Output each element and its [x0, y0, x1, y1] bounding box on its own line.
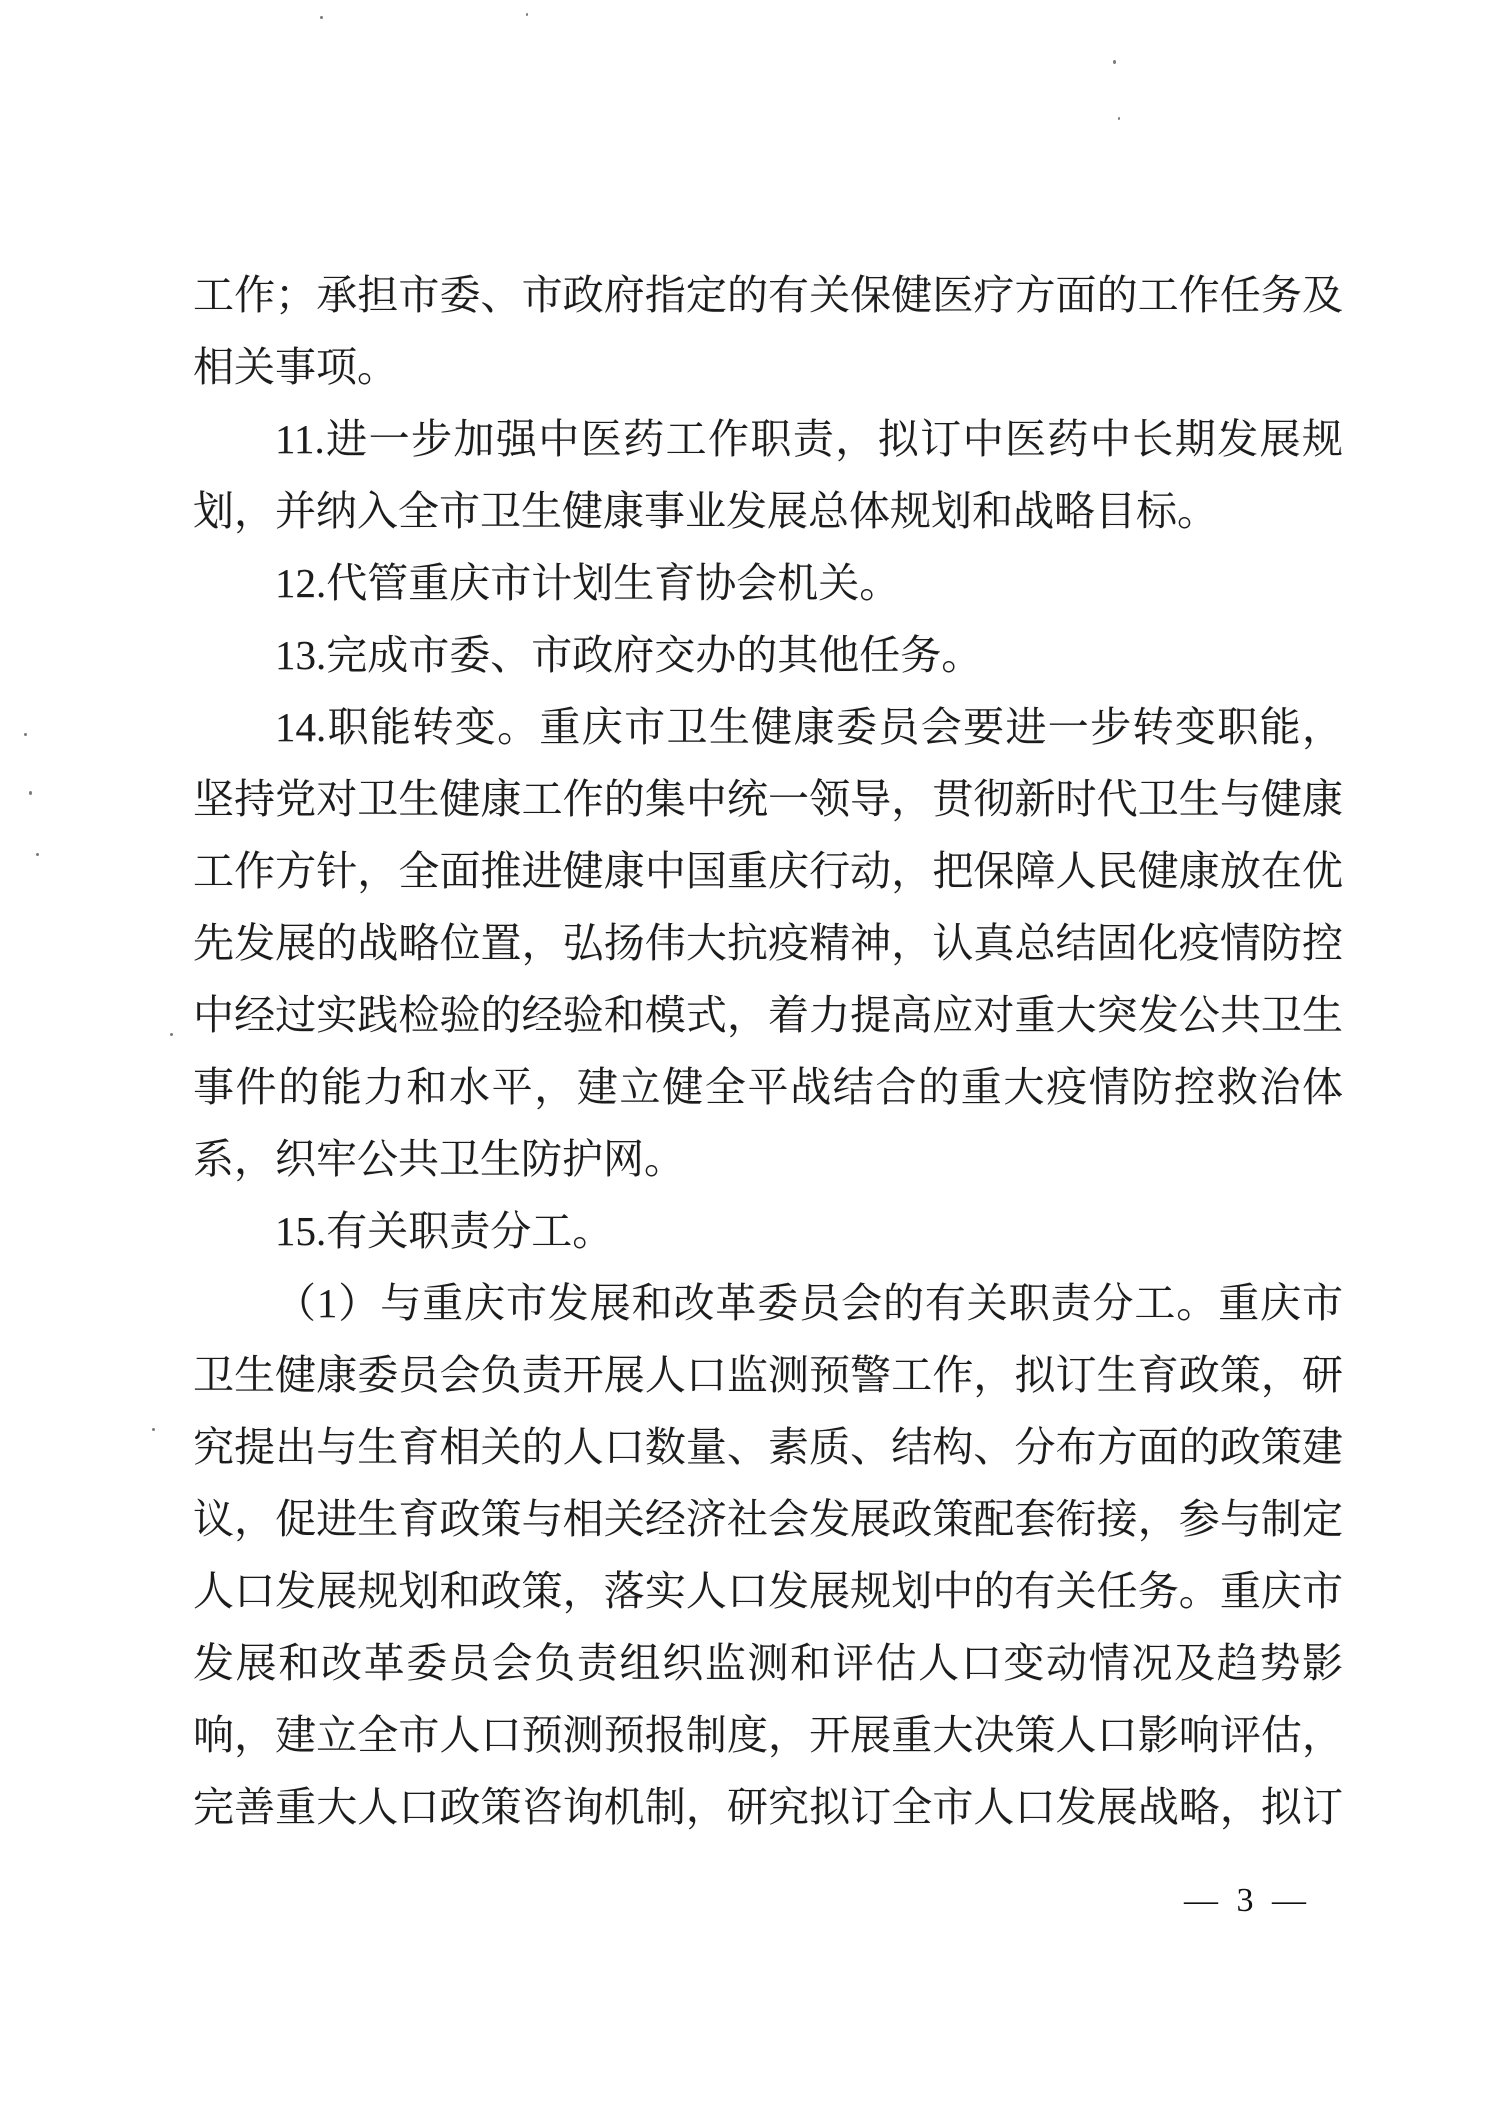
document-body: [193, 259, 1343, 1843]
text-line: 完善重大人口政策咨询机制，研究拟订全市人口发展战略，拟订: [193, 1784, 1343, 1830]
scan-speck: [1113, 60, 1116, 64]
text-line: 事件的能力和水平，建立健全平战结合的重大疫情防控救治体: [193, 1064, 1343, 1110]
text-line: 人口发展规划和政策，落实人口发展规划中的有关任务。重庆市: [193, 1568, 1343, 1614]
text-line: 议，促进生育政策与相关经济社会发展政策配套衔接，参与制定: [193, 1496, 1343, 1542]
text-line: （1）与重庆市发展和改革委员会的有关职责分工。重庆市: [275, 1280, 1343, 1326]
scan-speck: [152, 1428, 155, 1431]
text-line: 11.进一步加强中医药工作职责，拟订中医药中长期发展规: [275, 416, 1343, 462]
text-line: 卫生健康委员会负责开展人口监测预警工作，拟订生育政策，研: [193, 1352, 1343, 1398]
scan-speck: [36, 853, 39, 856]
text-line: 究提出与生育相关的人口数量、素质、结构、分布方面的政策建: [193, 1424, 1343, 1470]
text-line: 14.职能转变。重庆市卫生健康委员会要进一步转变职能，: [275, 704, 1343, 750]
text-line: 12.代管重庆市计划生育协会机关。: [275, 560, 901, 606]
text-line: 系，织牢公共卫生防护网。: [193, 1136, 685, 1182]
text-line: 相关事项。: [193, 344, 398, 390]
scan-speck: [526, 13, 528, 16]
text-line: 工作；承担市委、市政府指定的有关保健医疗方面的工作任务及: [193, 272, 1343, 318]
scan-speck: [1118, 117, 1120, 120]
text-line: 划，并纳入全市卫生健康事业发展总体规划和战略目标。: [193, 488, 1218, 534]
text-line: 13.完成市委、市政府交办的其他任务。: [275, 632, 983, 678]
text-line: 先发展的战略位置，弘扬伟大抗疫精神，认真总结固化疫情防控: [193, 920, 1343, 966]
page-number: — 3 —: [1184, 1882, 1311, 1919]
text-line: 15.有关职责分工。: [275, 1208, 614, 1254]
text-line: 响，建立全市人口预测预报制度，开展重大决策人口影响评估，: [193, 1712, 1343, 1758]
text-line: 坚持党对卫生健康工作的集中统一领导，贯彻新时代卫生与健康: [193, 776, 1343, 822]
scan-speck: [320, 16, 323, 19]
text-line: 工作方针，全面推进健康中国重庆行动，把保障人民健康放在优: [193, 848, 1343, 894]
text-line: 中经过实践检验的经验和模式，着力提高应对重大突发公共卫生: [193, 992, 1343, 1038]
text-line: 发展和改革委员会负责组织监测和评估人口变动情况及趋势影: [193, 1640, 1343, 1686]
scan-speck: [170, 1033, 173, 1036]
scan-speck: [24, 733, 27, 736]
scan-speck: [29, 791, 32, 795]
